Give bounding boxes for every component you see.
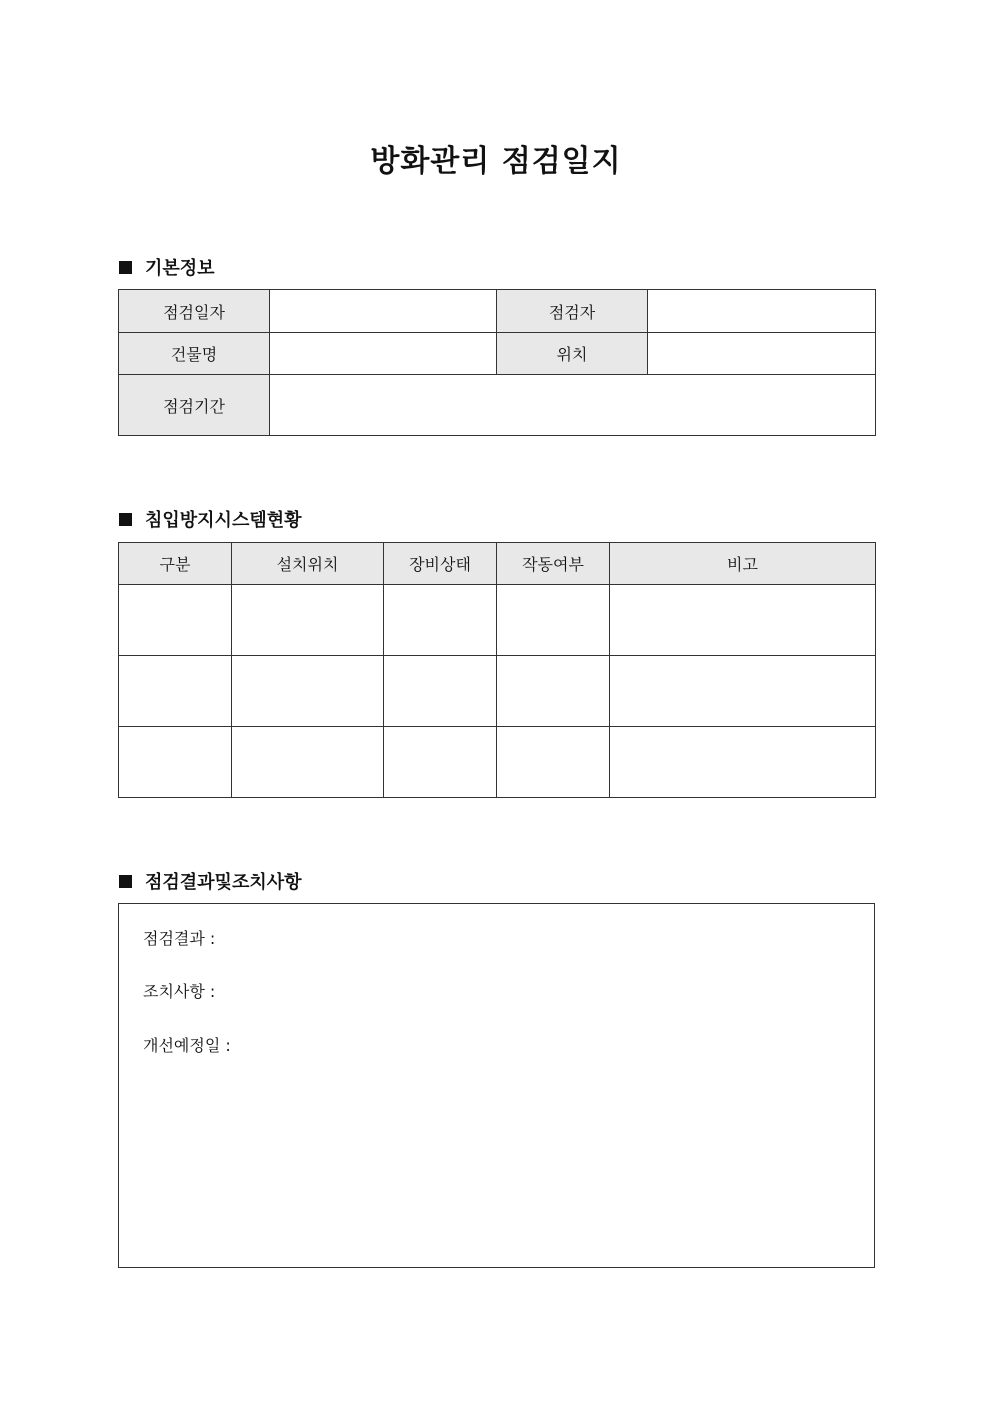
field-inspection-period[interactable] [270, 375, 876, 436]
field-inspector[interactable] [648, 290, 876, 333]
label-inspector: 점검자 [497, 290, 648, 333]
section-heading-ids [119, 506, 302, 532]
section-heading-result [119, 868, 302, 894]
document-title: 방화관리 점검일지 [370, 144, 622, 179]
table-cell[interactable] [232, 585, 384, 656]
square-bullet-icon [119, 261, 132, 274]
label-location: 위치 [497, 333, 648, 375]
table-cell[interactable] [610, 585, 876, 656]
field-building-name[interactable] [270, 333, 497, 375]
basic-info-table [118, 289, 876, 436]
column-header: 장비상태 [384, 543, 497, 585]
section-title: 침입방지시스템현황 [145, 510, 302, 531]
table-cell[interactable] [497, 656, 610, 727]
result-line-improvement-date: 개선예정일 : [143, 1036, 231, 1055]
section-title: 점검결과및조치사항 [145, 872, 302, 893]
column-header: 설치위치 [232, 543, 384, 585]
table-cell[interactable] [497, 585, 610, 656]
label-inspection-period: 점검기간 [119, 375, 270, 436]
table-cell[interactable] [610, 656, 876, 727]
result-line-action: 조치사항 : [143, 982, 216, 1001]
square-bullet-icon [119, 513, 132, 526]
label-inspection-date: 점검일자 [119, 290, 270, 333]
table-cell[interactable] [119, 585, 232, 656]
table-cell[interactable] [384, 727, 497, 798]
section-title: 기본정보 [145, 258, 215, 279]
ids-status-table [118, 542, 876, 798]
result-line-inspection-result: 점검결과 : [143, 929, 216, 948]
result-box[interactable] [118, 903, 875, 1268]
table-cell[interactable] [384, 585, 497, 656]
table-cell[interactable] [119, 727, 232, 798]
field-location[interactable] [648, 333, 876, 375]
table-cell[interactable] [610, 727, 876, 798]
table-row [119, 727, 876, 798]
table-cell[interactable] [384, 656, 497, 727]
column-header: 비고 [610, 543, 876, 585]
section-heading-basic [119, 254, 215, 280]
table-row [119, 656, 876, 727]
table-cell[interactable] [232, 727, 384, 798]
table-cell[interactable] [232, 656, 384, 727]
column-header: 구분 [119, 543, 232, 585]
table-cell[interactable] [497, 727, 610, 798]
field-inspection-date[interactable] [270, 290, 497, 333]
table-cell[interactable] [119, 656, 232, 727]
column-header: 작동여부 [497, 543, 610, 585]
label-building-name: 건물명 [119, 333, 270, 375]
square-bullet-icon [119, 875, 132, 888]
table-row [119, 585, 876, 656]
